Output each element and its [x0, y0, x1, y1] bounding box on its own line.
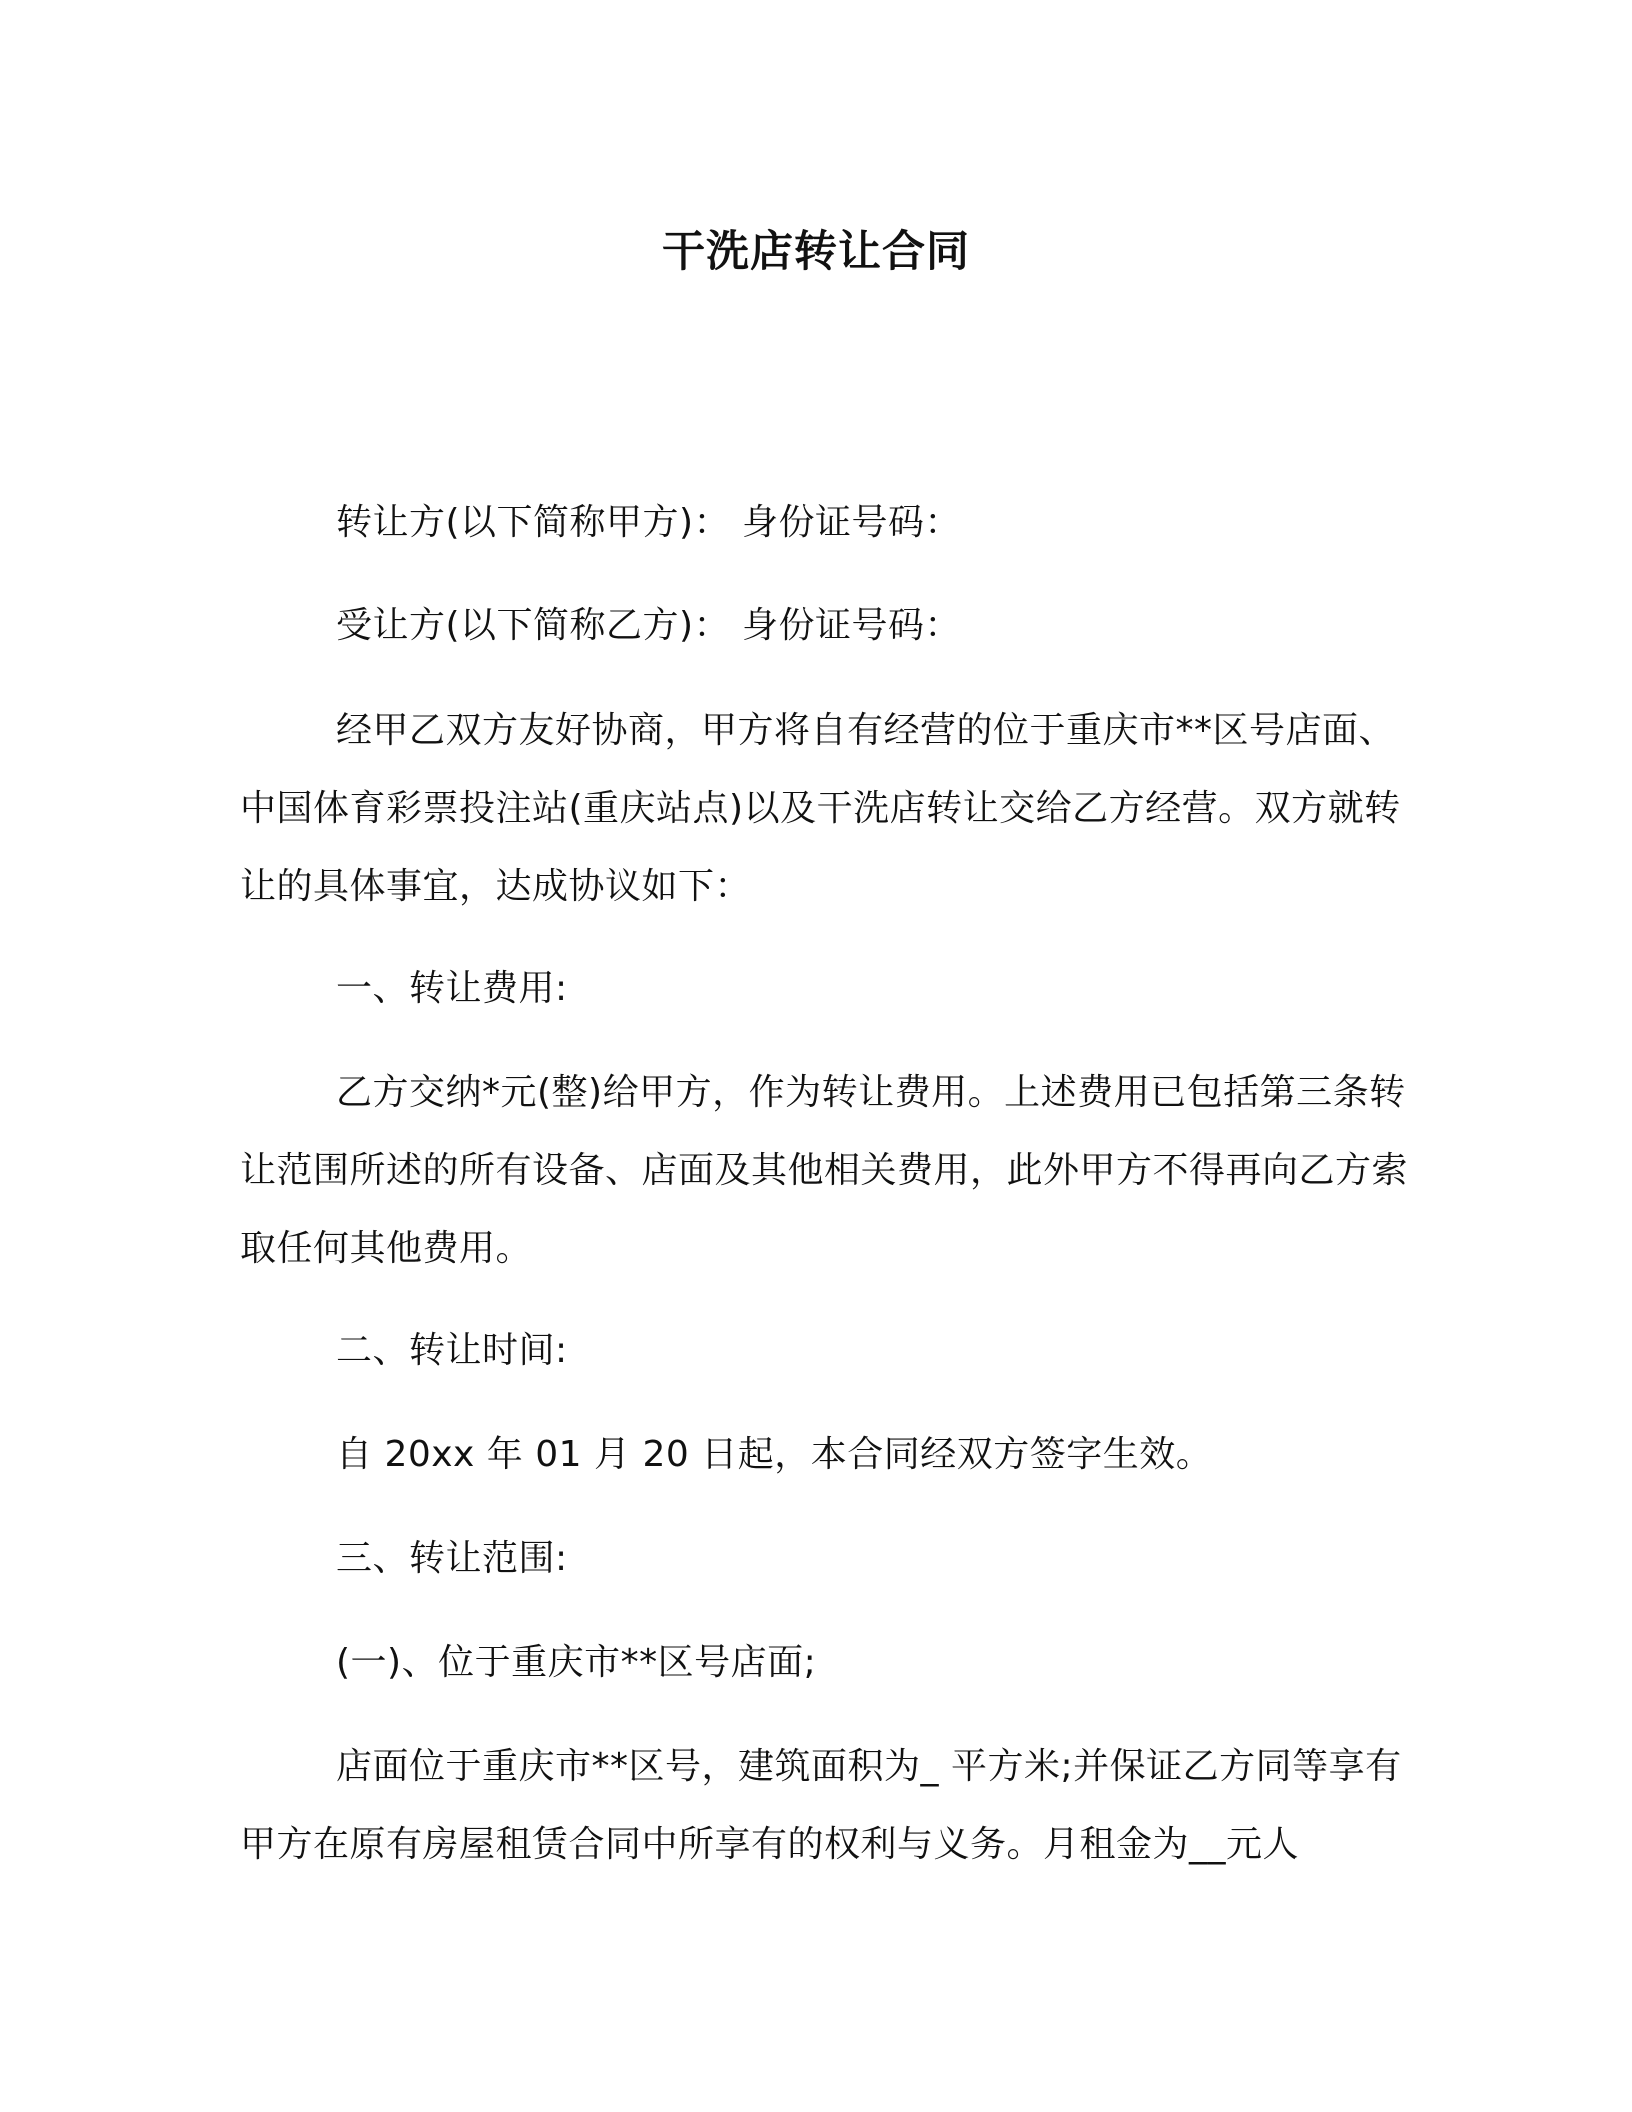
subsection-heading-storefront: (一)、位于重庆市**区号店面;: [336, 1642, 817, 1683]
paragraph-transferee: 受让方(以下简称乙方)： 身份证号码：: [336, 605, 962, 646]
section-heading-time: 二、转让时间:: [336, 1330, 568, 1371]
paragraph-preamble: 经甲乙双方友好协商，甲方将自有经营的位于重庆市**区号店面、中国体育彩票投注站(重庆站点)以及干洗店转让交给乙方经营。双方就转让的具体事宜，达成协议如下：: [240, 710, 1401, 907]
section-heading-scope: 三、转让范围:: [336, 1538, 568, 1579]
paragraph-fee: 乙方交纳*元(整)给甲方，作为转让费用。上述费用已包括第三条转让范围所述的所有设备、店面及其他相关费用，此外甲方不得再向乙方索取任何其他费用。: [240, 1072, 1409, 1269]
paragraph-transferor: 转让方(以下简称甲方)： 身份证号码：: [336, 502, 962, 543]
section-heading-fee: 一、转让费用:: [336, 968, 568, 1009]
paragraph-storefront: 店面位于重庆市**区号，建筑面积为_ 平方米;并保证乙方同等享有甲方在原有房屋租赁合同中所享有的权利与义务。月租金为__元人: [240, 1746, 1402, 1865]
paragraph-time: 自 20xx 年 01 月 20 日起，本合同经双方签字生效。: [336, 1434, 1213, 1475]
document-title: 干洗店转让合同: [662, 227, 970, 277]
